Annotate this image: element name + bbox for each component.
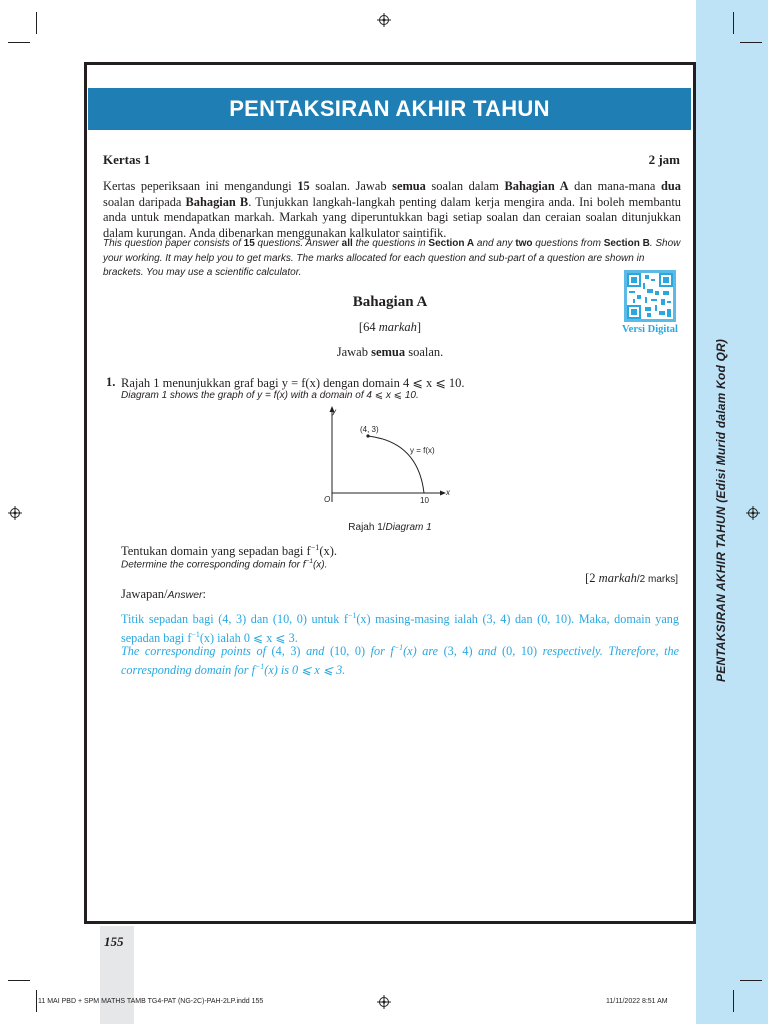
- crop-mark: [740, 980, 762, 981]
- function-curve: [368, 436, 424, 493]
- registration-mark-icon: [377, 13, 391, 27]
- task-english: Determine the corresponding domain for $f^{-1}(x)$.: [121, 558, 328, 571]
- endpoint-dot: [366, 434, 369, 437]
- question-number: 1.: [106, 375, 116, 389]
- section-instruction: Jawab semua soalan.: [336, 345, 444, 359]
- task-malay: Tentukan domain yang sepadan bagi $f^{-1}(x)$.: [121, 543, 338, 559]
- title-banner: [88, 88, 691, 130]
- registration-mark-icon: [8, 506, 22, 520]
- paper-info-row: [103, 152, 680, 168]
- qr-label[interactable]: Versi Digital: [622, 324, 678, 335]
- crop-mark: [8, 42, 30, 43]
- x-tick-label: 10: [420, 496, 429, 505]
- footer-file-info: 11 MAI PBD + SPM MATHS TAMB TG4-PAT (NG-2C)-PAH-2LP.indd 155: [38, 998, 264, 1005]
- instructions-english: This question paper consists of 15 questions. Answer all the questions in Section A and any two questions from Section B. Show your working. It may help you to get marks. The marks allocated for each question and sub-part of a question are shown in brackets. You may use a scientific calculator.: [103, 238, 681, 278]
- crop-mark: [733, 12, 734, 34]
- diagram-caption: Rajah 1/Diagram 1: [348, 522, 432, 533]
- crop-mark: [36, 990, 37, 1012]
- crop-mark: [740, 42, 762, 43]
- y-axis-label: y: [332, 407, 336, 416]
- duration-label: 2 jam: [648, 152, 680, 167]
- page-number: 155: [104, 934, 124, 949]
- question-stem-english: Diagram 1 shows the graph of y = f(x) with a domain of 4 ⩽ x ⩽ 10.: [121, 390, 419, 401]
- side-band-label: PENTAKSIRAN AKHIR TAHUN (Edisi Murid dalam Kod QR): [714, 338, 728, 682]
- solution-english: The corresponding points of (4, 3) and (10, 0) for $f^{-1}(x)$ are (3, 4) and (0, 10) respectively. Therefore, the corresponding domain for $f^{-1}(x)$ is 0 ⩽ x ⩽ 3.: [121, 643, 680, 678]
- crop-mark: [36, 12, 37, 34]
- crop-mark: [733, 990, 734, 1012]
- section-title: Bahagian A: [352, 294, 428, 310]
- answer-label: Jawapan/Answer:: [121, 587, 207, 601]
- registration-mark-icon: [746, 506, 760, 520]
- section-marks: [64 markah]: [358, 320, 422, 334]
- crop-mark: [8, 980, 30, 981]
- registration-mark-icon: [377, 995, 391, 1009]
- graph-diagram: [320, 402, 460, 510]
- origin-label: O: [324, 495, 331, 504]
- point-label: (4, 3): [360, 425, 379, 434]
- curve-label: y = f(x): [410, 446, 435, 455]
- qr-code-icon: [627, 273, 673, 319]
- question-marks: [2 markah/2 marks]: [585, 571, 678, 585]
- paper-label: Kertas 1: [103, 152, 151, 167]
- question-stem-malay: Rajah 1 menunjukkan graf bagi y = f(x) dengan domain 4 ⩽ x ⩽ 10.: [121, 376, 465, 390]
- footer-timestamp: 11/11/2022 8:51 AM: [606, 998, 668, 1005]
- x-axis-label: x: [446, 488, 450, 497]
- solution-malay: Titik sepadan bagi (4, 3) dan (10, 0) untuk $f^{-1}(x)$ masing-masing ialah (3, 4) dan (0, 10). Maka, domain yang sepadan bagi $f^{-1}(x)$ ialah 0 ⩽ x ⩽ 3.: [121, 611, 679, 646]
- instructions-malay: Kertas peperiksaan ini mengandungi 15 soalan. Jawab semua soalan dalam Bahagian A dan mana-mana dua soalan daripada Bahagian B. Tunjukkan langkah-langkah penting dalam kerja mengira anda. Ini boleh membantu anda untuk mendapatkan markah. Markah yang diperuntukkan bagi setiap soalan dan ceraian soalan ditunjukkan dalam kurungan. Anda dibenarkan menggunakan kalkulator saintifik.: [103, 179, 681, 240]
- qr-code[interactable]: [624, 270, 676, 322]
- page-title: PENTAKSIRAN AKHIR TAHUN: [229, 96, 550, 121]
